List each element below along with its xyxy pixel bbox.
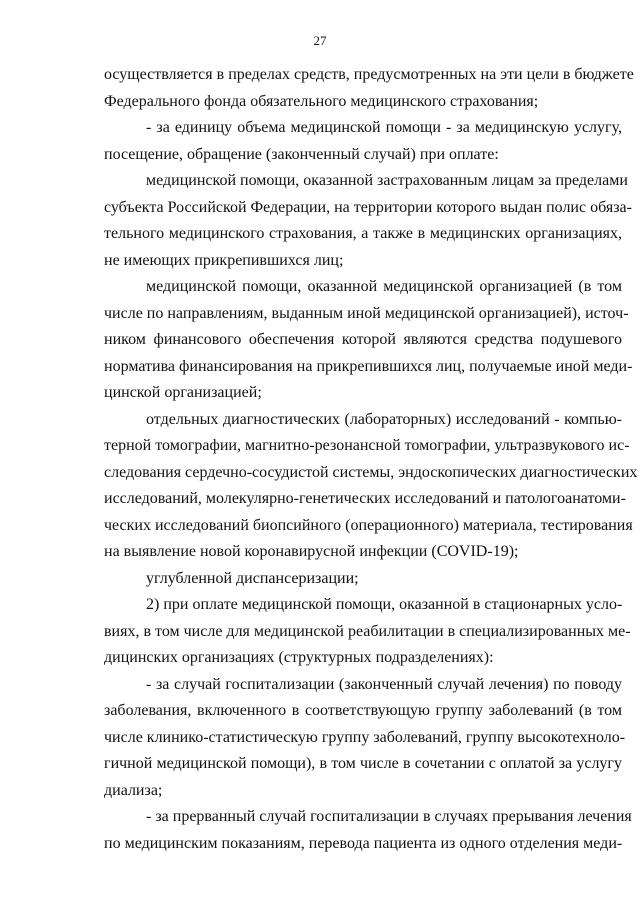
text-line: - за единицу объема медицинской помощи - за медицинскую услугу,: [146, 119, 622, 136]
text-line: гичной медицинской помощи), в том числе в сочетании с оплатой за услугу: [104, 755, 622, 772]
text-line: норматива финансирования на прикрепившихся лиц, получаемые иной меди-: [104, 358, 633, 375]
text-line: ческих исследований биопсийного (операционного) материала, тестирования: [104, 517, 633, 534]
text-line: посещение, обращение (законченный случай) при оплате:: [104, 146, 499, 163]
text-line: виях, в том числе для медицинской реабилитации в специализированных ме-: [104, 623, 631, 640]
text-line: субъекта Российской Федерации, на территории которого выдан полис обяза-: [104, 199, 632, 216]
text-line: числе клинико-статистическую группу заболеваний, группу высокотехноло-: [104, 729, 626, 746]
text-line: не имеющих прикрепившихся лиц;: [104, 252, 344, 269]
text-line: - за случай госпитализации (законченный случай лечения) по поводу: [146, 676, 622, 693]
text-line: углубленной диспансеризации;: [146, 570, 359, 587]
text-line: медицинской помощи, оказанной медицинской организацией (в том: [146, 278, 622, 295]
text-line: по медицинским показаниям, перевода пациента из одного отделения меди-: [104, 835, 623, 852]
text-line: исследований, молекулярно-генетических исследований и патологоанатоми-: [104, 490, 626, 507]
text-line: на выявление новой коронавирусной инфекции (COVID-19);: [104, 543, 519, 560]
text-line: Федерального фонда обязательного медицинского страхования;: [104, 93, 539, 110]
text-line: терной томографии, магнитно-резонансной томографии, ультразвукового ис-: [104, 437, 630, 454]
text-line: - за прерванный случай госпитализации в случаях прерывания лечения: [146, 808, 632, 825]
text-line: дицинских организациях (структурных подразделениях):: [104, 649, 494, 666]
page-number: 27: [313, 33, 327, 48]
text-line: диализа;: [104, 782, 163, 799]
text-line: 2) при оплате медицинской помощи, оказанной в стационарных усло-: [146, 596, 623, 613]
text-line: ником финансового обеспечения которой являются средства подушевого: [104, 331, 622, 348]
text-line: отдельных диагностических (лабораторных) исследований - компью-: [146, 411, 622, 428]
text-line: цинской организацией;: [104, 384, 262, 401]
text-line: заболевания, включенного в соответствующую группу заболеваний (в том: [104, 702, 622, 719]
text-line: медицинской помощи, оказанной застрахованным лицам за пределами: [146, 172, 628, 189]
text-line: числе по направлениям, выданным иной медицинской организацией), источ-: [104, 305, 629, 322]
text-line: тельного медицинского страхования, а также в медицинских организациях,: [104, 225, 622, 242]
text-line: следования сердечно-сосудистой системы, эндоскопических диагностических: [104, 464, 638, 481]
text-line: осуществляется в пределах средств, предусмотренных на эти цели в бюджете: [104, 66, 634, 83]
